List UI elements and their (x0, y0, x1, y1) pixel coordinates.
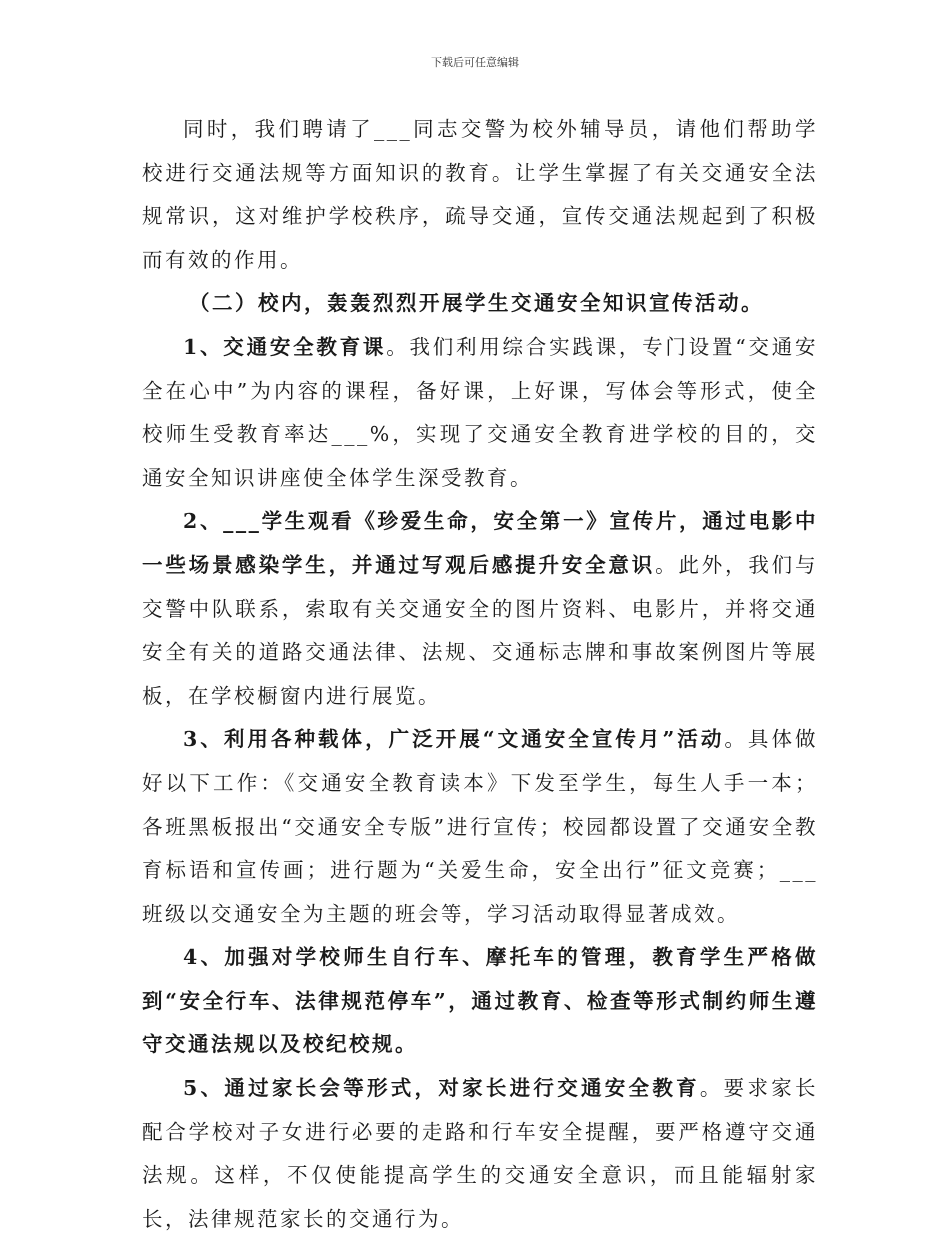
paragraph-item-4 (142, 936, 818, 1067)
paragraph-bold-lead: 2、___学生观看《珍爱生命，安全第一》宣传片，通过电影中一些场景感染学生，并通过写观后感提升安全意识 (142, 509, 818, 577)
page-header: 下载后可任意编辑 (431, 56, 519, 69)
paragraph-text: 。具体做好以下工作：《交通安全教育读本》下发至学生，每生人手一本；各班黑板报出“交通安全专版”进行宣传；校园都设置了交通安全教育标语和宣传画；进行题为“关爱生命，安全出行”征文竞赛；___班级以交通安全为主题的班会等，学习活动取得显著成效。 (142, 727, 818, 926)
paragraph-text: 同时，我们聘请了___同志交警为校外辅导员，请他们帮助学校进行交通法规等方面知识的教育。让学生掌握了有关交通安全法规常识，这对维护学校秩序，疏导交通，宣传交通法规起到了积极而有效的作用。 (142, 117, 818, 272)
paragraph-text: 。我们利用综合实践课，专门设置“交通安全在心中”为内容的课程，备好课，上好课，写体会等形式，使全校师生受教育率达___%，实现了交通安全教育进学校的目的，交通安全知识讲座使全体学生深受教育。 (142, 334, 819, 490)
document-body (142, 108, 818, 1241)
section-heading-campus-activities (142, 282, 818, 326)
paragraph-text: 。此外，我们与交警中队联系，索取有关交通安全的图片资料、电影片，并将交通安全有关的道路交通法律、法规、交通标志牌和事故案例图片等展板，在学校橱窗内进行展览。 (142, 552, 819, 708)
paragraph-item-2 (142, 500, 818, 718)
paragraph-bold-lead: 5、通过家长会等形式，对家长进行交通安全教育 (183, 1076, 700, 1101)
paragraph-bold-lead: （二）校内，轰轰烈烈开展学生交通安全知识宣传活动。 (189, 291, 764, 316)
paragraph-bold-lead: 4、加强对学校师生自行车、摩托车的管理，教育学生严格做到“安全行车、法律规范停车”，通过教育、检查等形式制约师生遵守交通法规以及校纪校规。 (142, 945, 818, 1057)
paragraph-bold-lead: 3、利用各种载体，广泛开展“文通安全宣传月”活动 (183, 727, 725, 752)
paragraph-bold-lead: 1、交通安全教育课 (183, 334, 387, 359)
paragraph-external-counselor (142, 108, 818, 282)
paragraph-item-3 (142, 718, 818, 936)
paragraph-item-1 (142, 326, 818, 500)
paragraph-text: 。要求家长配合学校对子女进行必要的走路和行车安全提醒，要严格遵守交通法规。这样，不仅使能提高学生的交通安全意识，而且能辐射家长，法律规范家长的交通行为。 (142, 1076, 819, 1231)
paragraph-item-5 (142, 1067, 818, 1241)
